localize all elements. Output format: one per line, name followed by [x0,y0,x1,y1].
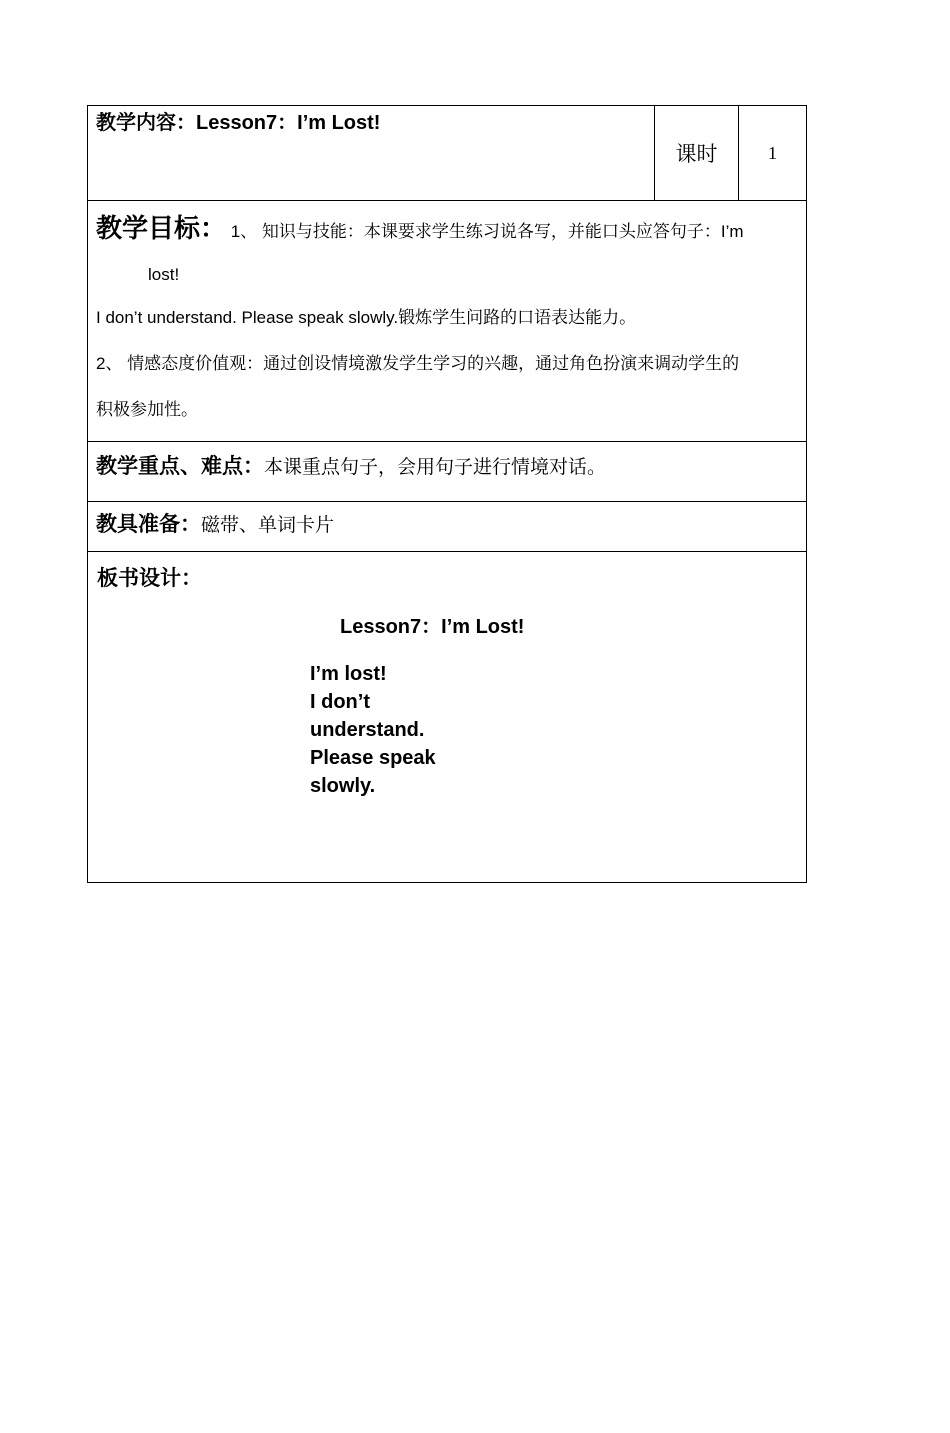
tools-text: 磁带、单词卡片 [201,515,335,536]
board-line: Please speak [310,747,436,769]
period-label: 课时 [655,106,739,201]
board-line: I don’t [310,691,370,713]
keypoints-row [88,442,807,502]
goals-heading: 教学目标： [96,213,227,243]
content-cell [88,106,655,201]
goals-cell [88,201,807,442]
keypoints-heading: 教学重点、难点： [96,455,264,478]
keypoints-cell [88,442,807,502]
goals-row [88,201,807,442]
board-row [88,552,807,883]
lesson-plan-table [87,105,807,883]
board-lines [310,660,436,800]
keypoints-text: 本课重点句子，会用句子进行情境对话。 [264,457,607,478]
board-title: Lesson7：I’m Lost! [340,616,525,638]
board-cell [88,552,807,883]
board-line: slowly. [310,775,376,797]
period-value: 1 [739,106,807,201]
board-heading: 板书设计： [97,567,202,590]
tools-row [88,502,807,552]
goals-item2-line2: 积极参加性。 [96,400,198,419]
board-line: understand. [310,719,425,741]
header-row [88,106,807,201]
goals-item1-line1: 1、 知识与技能：本课要求学生练习说各写，并能口头应答句子：I’m [230,222,744,241]
goals-item1-line2: lost! [148,265,180,284]
goals-item1-line3: I don’t understand. Please speak slowly.锻炼学生问路的口语表达能力。 [96,308,637,327]
content-label: 教学内容： [96,112,196,134]
content-value: Lesson7：I’m Lost! [196,112,381,134]
goals-item2-line1: 2、 情感态度价值观：通过创设情境激发学生学习的兴趣，通过角色扮演来调动学生的 [96,354,740,373]
board-line: I’m lost! [310,663,387,685]
tools-heading: 教具准备： [96,513,201,536]
tools-cell [88,502,807,552]
